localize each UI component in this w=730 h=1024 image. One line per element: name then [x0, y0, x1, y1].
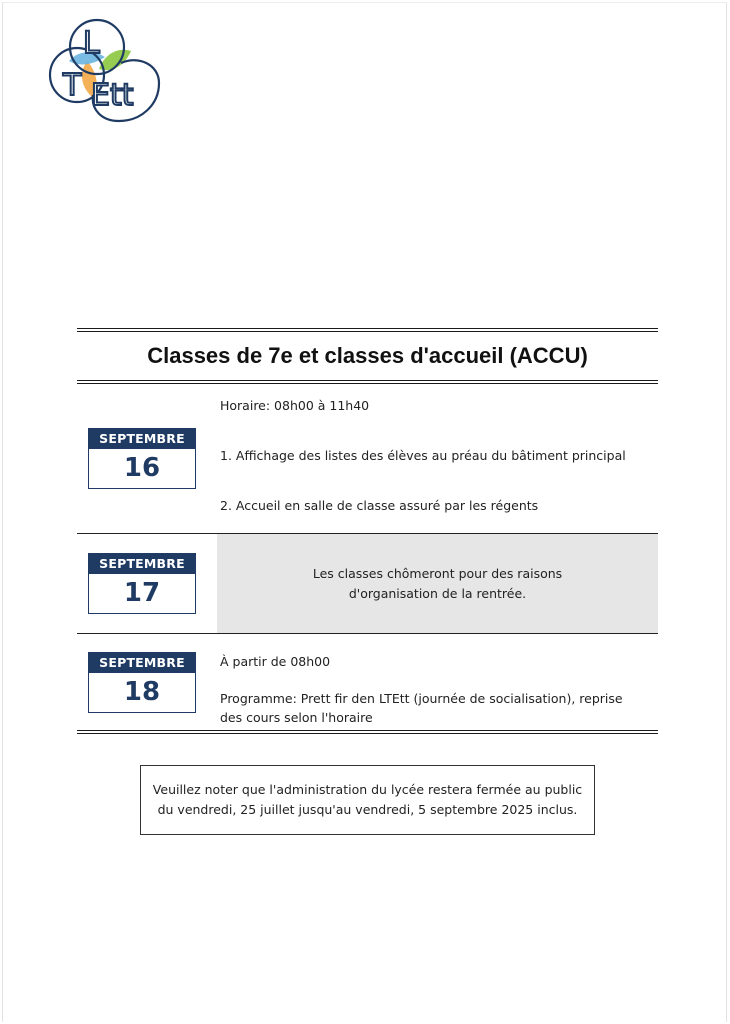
day-row-18 — [77, 634, 658, 734]
page-title: Classes de 7e et classes d'accueil (ACCU) — [147, 343, 588, 368]
title-bar — [77, 328, 658, 384]
calendar-month: SEPTEMBRE — [88, 553, 196, 574]
calendar-badge — [88, 428, 196, 489]
day-details — [217, 634, 658, 730]
schedule-step-1: 1. Affichage des listes des élèves au préau du bâtiment principal — [220, 448, 626, 463]
calendar-month: SEPTEMBRE — [88, 652, 196, 673]
programme-text: Programme: Prett fir den LTEtt (journée de socialisation), reprise des cours selon l'horaire — [220, 691, 623, 725]
schedule-hours: Horaire: 08h00 à 11h40 — [220, 398, 370, 413]
svg-text:Ett: Ett — [91, 78, 134, 113]
svg-text:T: T — [63, 68, 82, 103]
calendar-badge — [88, 652, 196, 713]
calendar-month: SEPTEMBRE — [88, 428, 196, 449]
closure-line-1: Les classes chômeront pour des raisons — [312, 565, 563, 581]
calendar-day: 16 — [88, 449, 196, 489]
day-row-17 — [77, 534, 658, 634]
schedule-step-2: 2. Accueil en salle de classe assuré par les régents — [220, 498, 539, 513]
closure-notice-cell — [217, 534, 658, 633]
calendar-day: 18 — [88, 673, 196, 713]
notice-line-2: du vendredi, 25 juillet jusqu'au vendredi, 5 septembre 2025 inclus. — [157, 802, 578, 817]
closure-line-2: d'organisation de la rentrée. — [348, 585, 527, 601]
schedule-table — [77, 328, 658, 734]
calendar-day: 17 — [88, 574, 196, 614]
admin-closure-notice — [140, 765, 595, 835]
svg-text:L: L — [83, 26, 100, 61]
day-row-16 — [77, 384, 658, 534]
ltett-logo — [47, 17, 169, 127]
notice-line-1: Veuillez noter que l'administration du lycée restera fermée au public — [152, 782, 583, 797]
document-page — [2, 2, 727, 1022]
calendar-badge — [88, 553, 196, 614]
day-details — [217, 384, 658, 533]
start-time: À partir de 08h00 — [220, 654, 331, 669]
